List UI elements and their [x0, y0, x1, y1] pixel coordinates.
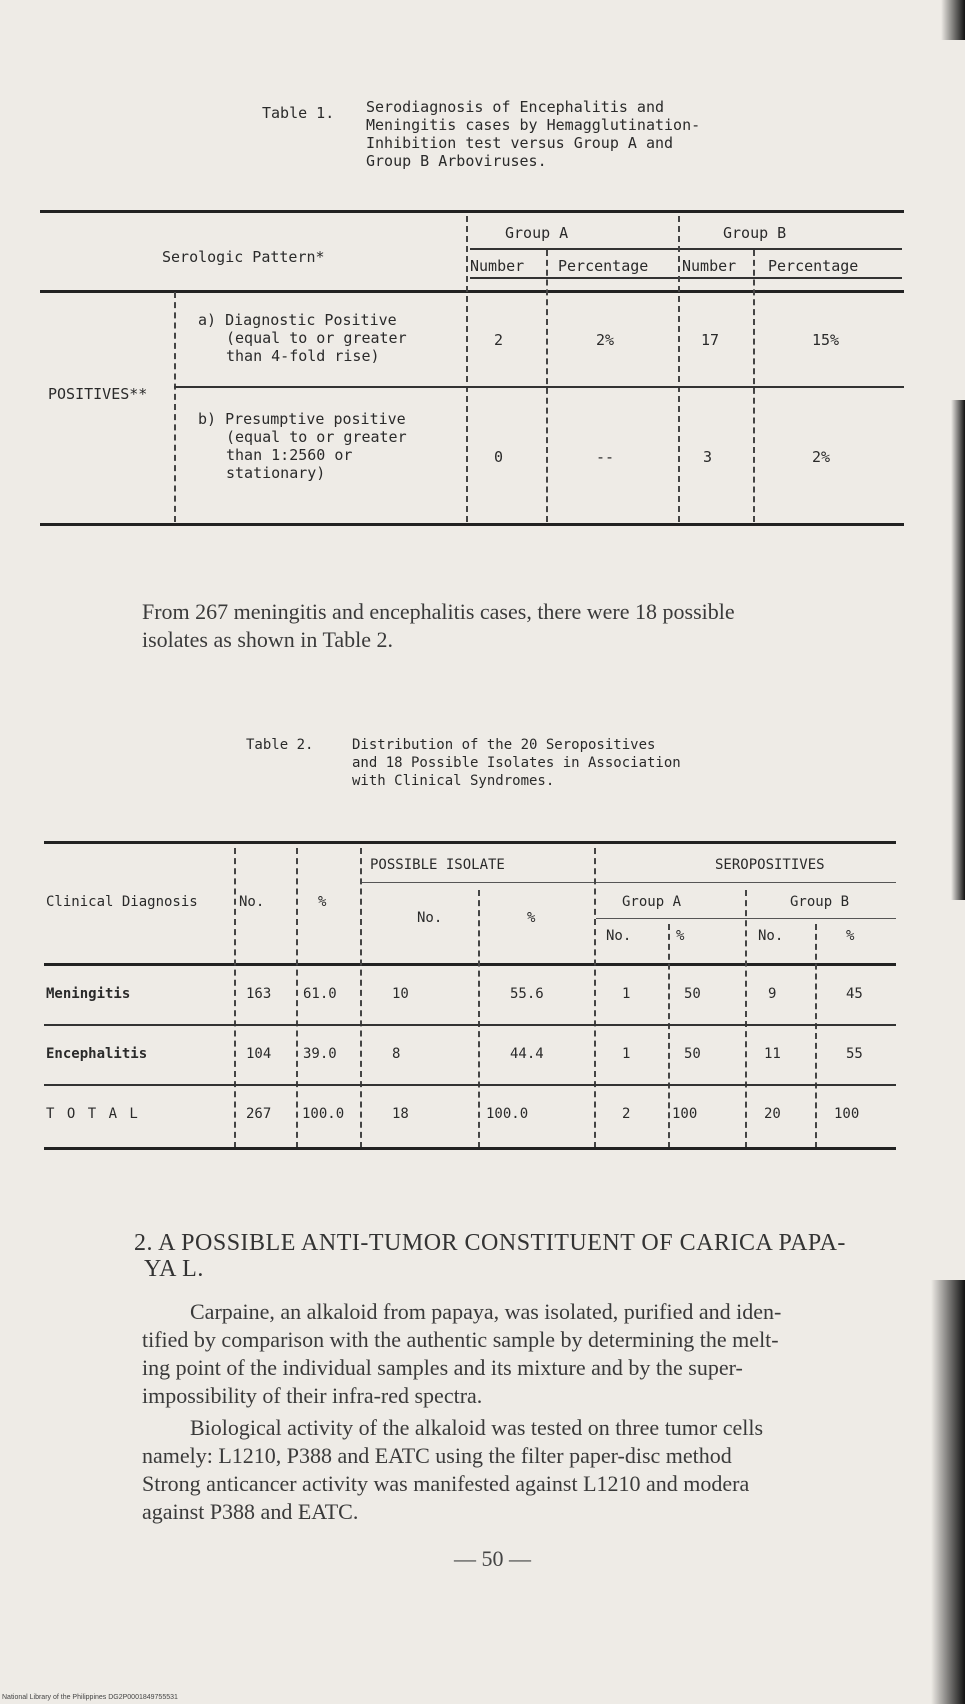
header-no: No.	[239, 894, 265, 910]
column-divider	[466, 216, 468, 522]
row-total-group-b-no: 20	[764, 1106, 781, 1122]
row-b-group-b-number: 3	[703, 448, 713, 466]
table-rule	[44, 841, 896, 844]
paragraph-line: ing point of the individual samples and its mixture and by the super-	[142, 1355, 743, 1380]
row-a-group-b-number: 17	[701, 331, 720, 349]
header-isolate-percent: %	[527, 910, 536, 926]
row-encephalitis-diagnosis: Encephalitis	[46, 1046, 148, 1062]
row-b-group-a-percentage: --	[596, 448, 615, 466]
caption-line: Distribution of the 20 Seropositives	[352, 737, 656, 753]
header-group-b: Group B	[790, 894, 850, 910]
column-divider	[360, 848, 362, 1148]
row-encephalitis-isolate-no: 8	[392, 1046, 401, 1062]
table-rule	[362, 882, 896, 883]
paragraph-line: Strong anticancer activity was manifested against L1210 and modera	[142, 1471, 750, 1496]
row-total-percent: 100.0	[302, 1106, 345, 1122]
page-edge-shadow	[951, 400, 965, 900]
column-divider	[815, 924, 817, 1148]
table-rule	[40, 210, 904, 213]
paragraph-line: impossibility of their infra-red spectra.	[142, 1383, 483, 1408]
row-encephalitis-group-a-no: 1	[622, 1046, 631, 1062]
table-rule	[470, 248, 902, 250]
column-divider	[678, 216, 680, 522]
section2-heading	[134, 1230, 954, 1282]
header-group-a: Group A	[505, 224, 569, 242]
paragraph-biological-activity	[142, 1414, 952, 1526]
heading-line: 2. A POSSIBLE ANTI-TUMOR CONSTITUENT OF CARICA PAPA-	[134, 1230, 846, 1256]
paragraph-carpaine	[142, 1298, 952, 1410]
table1-caption-text	[366, 98, 826, 170]
row-total-isolate-percent: 100.0	[486, 1106, 529, 1122]
caption-line: Serodiagnosis of Encephalitis and	[366, 98, 665, 116]
header-seropositives: SEROPOSITIVES	[715, 857, 825, 873]
table-rule	[40, 523, 904, 526]
column-divider	[478, 890, 480, 1148]
row-meningitis-group-a-no: 1	[622, 986, 631, 1002]
caption-line: and 18 Possible Isolates in Association	[352, 755, 681, 771]
paragraph-line: isolates as shown in Table 2.	[142, 627, 394, 652]
table-rule	[470, 277, 902, 279]
row-meningitis-isolate-no: 10	[392, 986, 409, 1002]
header-group-a: Group A	[622, 894, 682, 910]
header-serologic-pattern: Serologic Pattern*	[162, 248, 325, 266]
table-rule	[40, 290, 904, 293]
table-rule	[44, 963, 896, 966]
scan-footer: National Library of the Philippines DG2P0001849755531	[2, 1694, 178, 1701]
header-isolate-no: No.	[417, 910, 443, 926]
paragraph-line: Carpaine, an alkaloid from papaya, was isolated, purified and iden-	[190, 1299, 782, 1324]
row-encephalitis-no: 104	[246, 1046, 272, 1062]
row-encephalitis-group-a-percent: 50	[684, 1046, 701, 1062]
description-line: than 4-fold rise)	[226, 347, 380, 365]
column-divider	[745, 890, 747, 1148]
column-divider	[296, 848, 298, 1148]
paragraph-line: against P388 and EATC.	[142, 1499, 359, 1524]
header-b-percentage: Percentage	[768, 257, 859, 275]
row-a-group-b-percentage: 15%	[812, 331, 840, 349]
table2-label: Table 2.	[246, 737, 314, 753]
table1-label: Table 1.	[262, 104, 335, 122]
description-line: a) Diagnostic Positive	[198, 311, 397, 329]
positives-label: POSITIVES**	[48, 385, 148, 403]
header-a-number: Number	[470, 257, 525, 275]
page-edge-shadow	[931, 1280, 965, 1704]
paragraph-line: Biological activity of the alkaloid was tested on three tumor cells	[190, 1415, 764, 1440]
column-divider	[594, 848, 596, 1148]
table-rule	[44, 1084, 896, 1086]
header-a-percentage: Percentage	[558, 257, 649, 275]
row-b-description	[198, 410, 407, 482]
header-group-b-no: No.	[758, 928, 784, 944]
row-meningitis-group-b-percent: 45	[846, 986, 863, 1002]
table-rule	[44, 1147, 896, 1150]
description-line: than 1:2560 or	[226, 446, 353, 464]
caption-line: Inhibition test versus Group A and	[366, 134, 674, 152]
row-meningitis-isolate-percent: 55.6	[510, 986, 544, 1002]
description-line: stationary)	[226, 464, 326, 482]
paragraph-line: From 267 meningitis and encephalitis cases, there were 18 possible	[142, 599, 735, 624]
paragraph-line: tified by comparison with the authentic sample by determining the melt-	[142, 1327, 779, 1352]
row-meningitis-group-a-percent: 50	[684, 986, 701, 1002]
row-encephalitis-group-b-percent: 55	[846, 1046, 863, 1062]
row-a-description	[198, 311, 407, 365]
caption-line: with Clinical Syndromes.	[352, 773, 555, 789]
header-possible-isolate: POSSIBLE ISOLATE	[370, 857, 505, 873]
row-meningitis-percent: 61.0	[303, 986, 337, 1002]
header-group-a-no: No.	[606, 928, 632, 944]
row-total-no: 267	[246, 1106, 272, 1122]
column-divider	[174, 292, 176, 522]
description-line: (equal to or greater	[226, 329, 407, 347]
row-total-group-a-no: 2	[622, 1106, 631, 1122]
table-rule	[174, 386, 904, 388]
row-meningitis-no: 163	[246, 986, 272, 1002]
row-encephalitis-percent: 39.0	[303, 1046, 337, 1062]
paragraph-line: namely: L1210, P388 and EATC using the filter paper-disc method	[142, 1443, 732, 1468]
caption-line: Group B Arboviruses.	[366, 152, 547, 170]
column-divider	[668, 924, 670, 1148]
row-encephalitis-group-b-no: 11	[764, 1046, 781, 1062]
row-total-diagnosis: T O T A L	[46, 1106, 140, 1122]
page-number: — 50 —	[454, 1546, 531, 1571]
row-b-group-a-number: 0	[494, 448, 504, 466]
row-meningitis-diagnosis: Meningitis	[46, 986, 131, 1002]
table2-caption-text	[352, 736, 832, 790]
row-meningitis-group-b-no: 9	[768, 986, 777, 1002]
header-group-b-percent: %	[846, 928, 855, 944]
header-group-a-percent: %	[676, 928, 685, 944]
caption-line: Meningitis cases by Hemagglutination-	[366, 116, 701, 134]
header-group-b: Group B	[723, 224, 787, 242]
page-edge-shadow	[941, 0, 965, 40]
column-divider	[234, 848, 236, 1148]
row-a-group-a-percentage: 2%	[596, 331, 615, 349]
row-a-group-a-number: 2	[494, 331, 504, 349]
description-line: b) Presumptive positive	[198, 410, 406, 428]
description-line: (equal to or greater	[226, 428, 407, 446]
heading-line: YA L.	[144, 1256, 204, 1282]
row-b-group-b-percentage: 2%	[812, 448, 831, 466]
header-b-number: Number	[682, 257, 737, 275]
row-total-isolate-no: 18	[392, 1106, 409, 1122]
table-rule	[44, 1024, 896, 1026]
row-total-group-b-percent: 100	[834, 1106, 860, 1122]
header-percent: %	[318, 894, 327, 910]
paragraph-isolates	[142, 598, 942, 654]
row-total-group-a-percent: 100	[672, 1106, 698, 1122]
row-encephalitis-isolate-percent: 44.4	[510, 1046, 544, 1062]
header-clinical-diagnosis: Clinical Diagnosis	[46, 894, 198, 910]
